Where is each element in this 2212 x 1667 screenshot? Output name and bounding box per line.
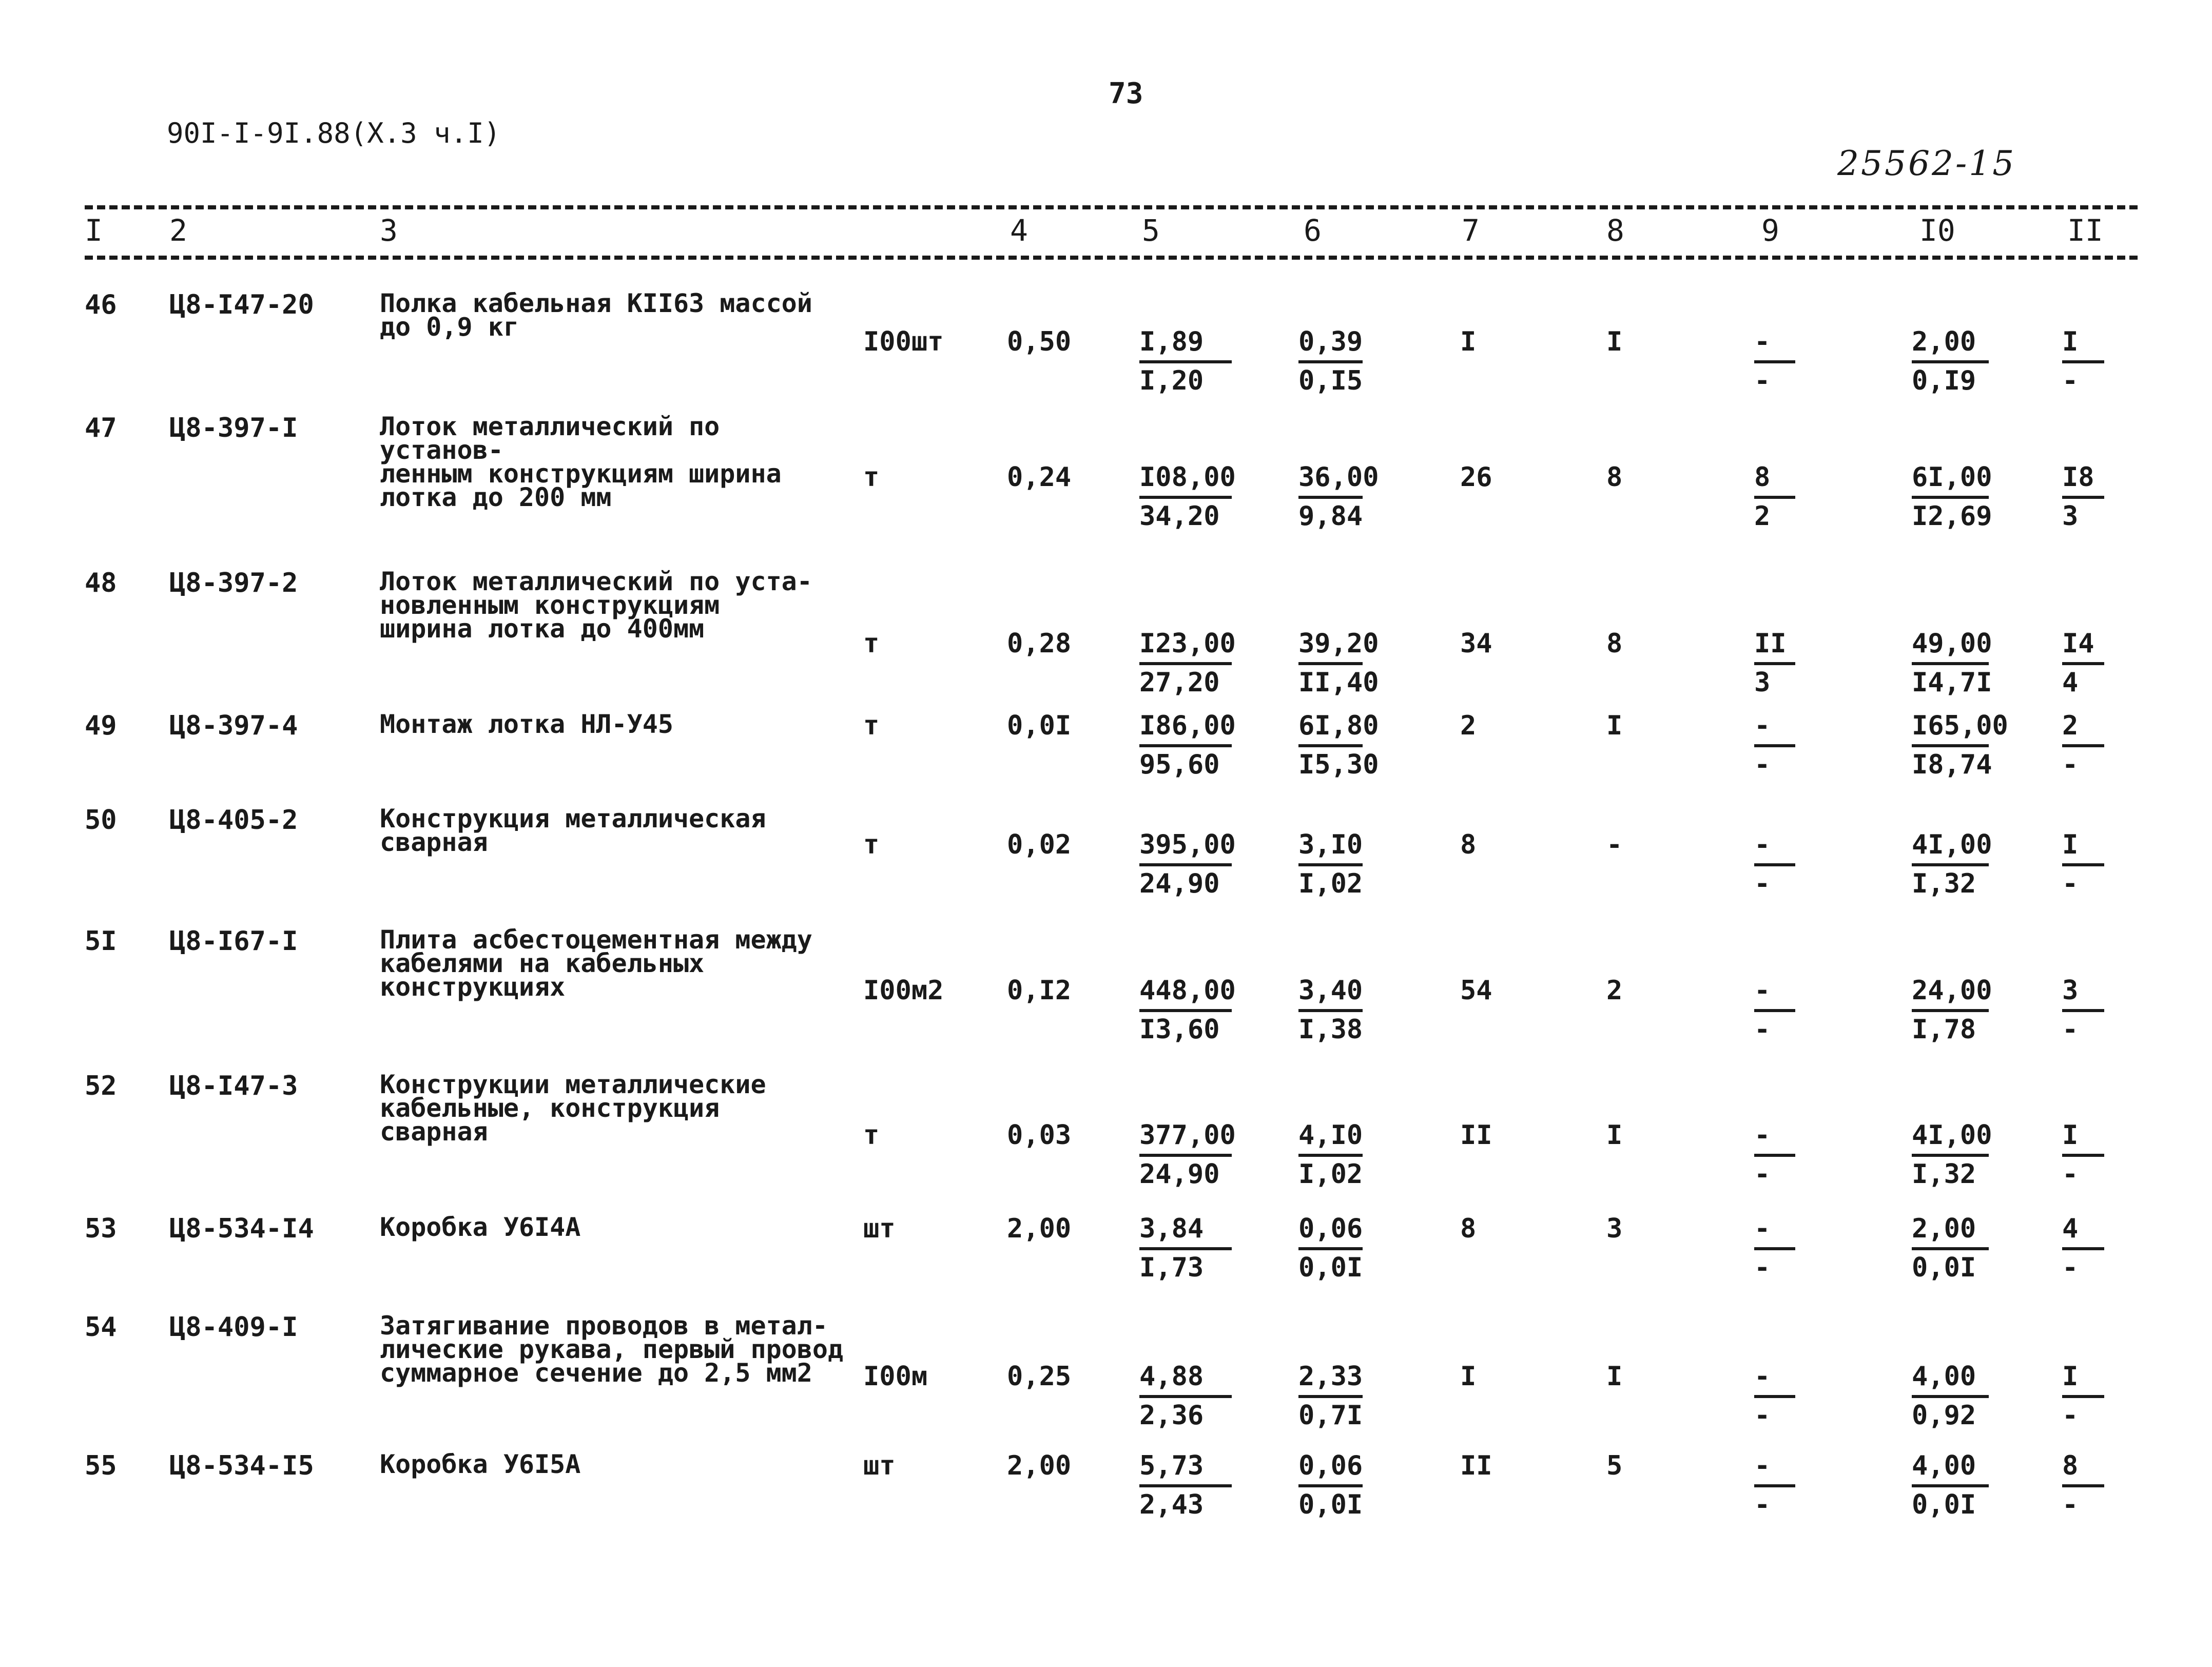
fraction-bar (2062, 744, 2104, 747)
fraction-denominator: I4,7I (1912, 667, 1992, 698)
value-c7: II (1460, 1450, 1492, 1481)
fraction-numerator: I,89 (1139, 326, 1204, 357)
fraction-bar (1912, 863, 1989, 866)
row-index: 52 (85, 1071, 117, 1101)
value-c8: 2 (1606, 975, 1623, 1006)
row-index: 55 (85, 1450, 117, 1481)
fraction-numerator: 3,I0 (1298, 829, 1363, 860)
fraction-bar (1139, 1009, 1232, 1012)
row-index: 53 (85, 1213, 117, 1244)
fraction-denominator: - (1754, 1159, 1771, 1190)
fraction-numerator: I08,00 (1139, 462, 1236, 493)
fraction-numerator: I (2062, 829, 2079, 860)
unit-of-measure: шт (863, 1450, 896, 1481)
fraction-denominator: I,78 (1912, 1014, 1976, 1045)
fraction-numerator: I (2062, 326, 2079, 357)
fraction-bar (1754, 1009, 1795, 1012)
fraction-bar (1912, 744, 1989, 747)
work-description: Полка кабельная КII63 массой до 0,9 кг (380, 288, 812, 342)
fraction-bar (1139, 1247, 1232, 1250)
fraction-bar (1298, 1395, 1363, 1398)
quantity: 0,03 (1007, 1120, 1072, 1151)
fraction-numerator: 4,I0 (1298, 1120, 1363, 1151)
quantity: 2,00 (1007, 1213, 1072, 1244)
fraction-denominator: 2 (1754, 501, 1771, 532)
fraction-denominator: I8,74 (1912, 749, 1992, 780)
document-code: 90I-I-9I.88(X.3 ч.I) (167, 117, 501, 149)
quantity: 2,00 (1007, 1450, 1072, 1481)
fraction-bar (1298, 863, 1363, 866)
fraction-bar (2062, 662, 2104, 665)
fraction-bar (1298, 744, 1363, 747)
fraction-numerator: - (1754, 1213, 1771, 1244)
fraction-bar (1912, 662, 1989, 665)
unit-of-measure: шт (863, 1213, 896, 1244)
column-header: 9 (1761, 213, 1779, 248)
work-description: Монтаж лотка НЛ-У45 (380, 709, 673, 739)
column-header: II (2067, 213, 2103, 248)
fraction-denominator: I,02 (1298, 1159, 1363, 1190)
fraction-numerator: 0,06 (1298, 1213, 1363, 1244)
fraction-bar (1754, 1484, 1795, 1487)
fraction-denominator: 3 (1754, 667, 1771, 698)
reference-number: 25562-15 (1837, 144, 2016, 183)
fraction-bar (1139, 744, 1232, 747)
value-c8: 5 (1606, 1450, 1623, 1481)
fraction-numerator: 395,00 (1139, 829, 1236, 860)
value-c7: 8 (1460, 1213, 1477, 1244)
value-c7: 2 (1460, 710, 1477, 741)
fraction-denominator: 27,20 (1139, 667, 1220, 698)
fraction-denominator: 3 (2062, 501, 2079, 532)
fraction-denominator: 0,0I (1912, 1489, 1976, 1520)
fraction-denominator: 24,90 (1139, 1159, 1220, 1190)
fraction-bar (1139, 360, 1232, 363)
fraction-bar (1754, 863, 1795, 866)
fraction-numerator: 6I,00 (1912, 462, 1992, 493)
fraction-bar (1139, 1154, 1232, 1157)
fraction-bar (1139, 863, 1232, 866)
rate-code: Ц8-I67-I (169, 926, 298, 957)
value-c8: I (1606, 1120, 1623, 1151)
work-description: Лоток металлический по установ- ленным конструкциям ширина лотка до 200 мм (380, 412, 782, 512)
value-c8: 8 (1606, 628, 1623, 659)
fraction-denominator: 0,92 (1912, 1400, 1976, 1431)
column-header: 6 (1304, 213, 1322, 248)
fraction-bar (2062, 360, 2104, 363)
fraction-numerator: 3 (2062, 975, 2079, 1006)
quantity: 0,0I (1007, 710, 1072, 741)
work-description: Конструкции металлические кабельные, конструкция сварная (380, 1070, 766, 1147)
fraction-numerator: 0,06 (1298, 1450, 1363, 1481)
value-c7: 54 (1460, 975, 1492, 1006)
fraction-denominator: 9,84 (1298, 501, 1363, 532)
fraction-denominator: - (2062, 749, 2079, 780)
fraction-bar (2062, 496, 2104, 499)
column-header: I0 (1919, 213, 1955, 248)
fraction-denominator: - (2062, 1014, 2079, 1045)
rate-code: Ц8-I47-20 (169, 289, 314, 320)
fraction-bar (1139, 496, 1232, 499)
value-c7: I (1460, 326, 1477, 357)
column-header: 2 (169, 213, 187, 248)
fraction-denominator: I3,60 (1139, 1014, 1220, 1045)
fraction-numerator: 6I,80 (1298, 710, 1379, 741)
fraction-bar (1139, 1395, 1232, 1398)
header-dashed-line-bottom (85, 256, 2138, 260)
value-c8: 8 (1606, 462, 1623, 493)
quantity: 0,50 (1007, 326, 1072, 357)
unit-of-measure: т (863, 710, 880, 741)
fraction-denominator: - (2062, 868, 2079, 899)
column-header: 7 (1462, 213, 1480, 248)
fraction-numerator: 2,00 (1912, 326, 1976, 357)
rate-code: Ц8-I47-3 (169, 1071, 298, 1101)
fraction-denominator: 24,90 (1139, 868, 1220, 899)
fraction-denominator: 2,36 (1139, 1400, 1204, 1431)
work-description: Затягивание проводов в метал- лические рукава, первый провод суммарное сечение до 2,5 мм2 (380, 1311, 844, 1388)
fraction-numerator: - (1754, 710, 1771, 741)
column-header: 8 (1606, 213, 1624, 248)
fraction-numerator: - (1754, 1120, 1771, 1151)
fraction-bar (1298, 496, 1363, 499)
fraction-numerator: - (1754, 829, 1771, 860)
fraction-denominator: 34,20 (1139, 501, 1220, 532)
quantity: 0,25 (1007, 1361, 1072, 1392)
fraction-bar (1139, 1484, 1232, 1487)
fraction-bar (1298, 1484, 1363, 1487)
fraction-bar (2062, 1009, 2104, 1012)
unit-of-measure: т (863, 829, 880, 860)
column-header: I (85, 213, 103, 248)
fraction-bar (1912, 496, 1989, 499)
fraction-numerator: I23,00 (1139, 628, 1236, 659)
fraction-bar (1912, 360, 1989, 363)
fraction-bar (2062, 1247, 2104, 1250)
fraction-bar (1754, 496, 1795, 499)
fraction-numerator: - (1754, 975, 1771, 1006)
fraction-denominator: - (1754, 1400, 1771, 1431)
fraction-bar (1912, 1154, 1989, 1157)
value-c7: I (1460, 1361, 1477, 1392)
work-description: Лоток металлический по уста- новленным конструкциям ширина лотка до 400мм (380, 567, 812, 644)
fraction-denominator: - (1754, 365, 1771, 396)
row-index: 46 (85, 289, 117, 320)
fraction-denominator: 4 (2062, 667, 2079, 698)
value-c8: I (1606, 1361, 1623, 1392)
fraction-denominator: I,32 (1912, 1159, 1976, 1190)
fraction-denominator: - (2062, 1400, 2079, 1431)
fraction-bar (1912, 1247, 1989, 1250)
fraction-denominator: - (1754, 1252, 1771, 1283)
value-c8: I (1606, 326, 1623, 357)
fraction-numerator: 8 (1754, 462, 1771, 493)
fraction-denominator: II,40 (1298, 667, 1379, 698)
fraction-bar (1754, 1247, 1795, 1250)
fraction-numerator: I (2062, 1361, 2079, 1392)
fraction-numerator: 36,00 (1298, 462, 1379, 493)
row-index: 49 (85, 710, 117, 741)
fraction-numerator: 0,39 (1298, 326, 1363, 357)
fraction-numerator: 4,00 (1912, 1361, 1976, 1392)
fraction-denominator: I,20 (1139, 365, 1204, 396)
fraction-bar (1754, 744, 1795, 747)
fraction-denominator: I,38 (1298, 1014, 1363, 1045)
unit-of-measure: т (863, 462, 880, 493)
fraction-denominator: 0,7I (1298, 1400, 1363, 1431)
value-c7: 34 (1460, 628, 1492, 659)
fraction-bar (2062, 1395, 2104, 1398)
quantity: 0,I2 (1007, 975, 1072, 1006)
fraction-bar (2062, 863, 2104, 866)
work-description: Коробка У6I5А (380, 1449, 581, 1479)
row-index: 5I (85, 926, 117, 957)
fraction-bar (1754, 1154, 1795, 1157)
fraction-numerator: 39,20 (1298, 628, 1379, 659)
row-index: 47 (85, 413, 117, 443)
quantity: 0,24 (1007, 462, 1072, 493)
fraction-numerator: 2 (2062, 710, 2079, 741)
value-c7: II (1460, 1120, 1492, 1151)
fraction-bar (1912, 1395, 1989, 1398)
rate-code: Ц8-397-I (169, 413, 298, 443)
fraction-numerator: 4,88 (1139, 1361, 1204, 1392)
fraction-denominator: - (2062, 365, 2079, 396)
fraction-denominator: I,02 (1298, 868, 1363, 899)
fraction-bar (1754, 1395, 1795, 1398)
fraction-denominator: 95,60 (1139, 749, 1220, 780)
column-header: 3 (380, 213, 398, 248)
rate-code: Ц8-534-I5 (169, 1450, 314, 1481)
fraction-numerator: I (2062, 1120, 2079, 1151)
fraction-denominator: - (1754, 1014, 1771, 1045)
fraction-numerator: 4I,00 (1912, 1120, 1992, 1151)
work-description: Конструкция металлическая сварная (380, 804, 766, 857)
fraction-denominator: 0,I5 (1298, 365, 1363, 396)
fraction-numerator: 2,00 (1912, 1213, 1976, 1244)
fraction-bar (1298, 1247, 1363, 1250)
rate-code: Ц8-405-2 (169, 805, 298, 836)
fraction-denominator: - (1754, 1489, 1771, 1520)
fraction-bar (1754, 360, 1795, 363)
rate-code: Ц8-534-I4 (169, 1213, 314, 1244)
fraction-numerator: I86,00 (1139, 710, 1236, 741)
fraction-numerator: 2,33 (1298, 1361, 1363, 1392)
fraction-numerator: 4,00 (1912, 1450, 1976, 1481)
fraction-denominator: 0,0I (1298, 1489, 1363, 1520)
fraction-denominator: I,32 (1912, 868, 1976, 899)
fraction-bar (2062, 1484, 2104, 1487)
quantity: 0,02 (1007, 829, 1072, 860)
fraction-denominator: I5,30 (1298, 749, 1379, 780)
fraction-numerator: - (1754, 1361, 1771, 1392)
value-c8: 3 (1606, 1213, 1623, 1244)
row-index: 50 (85, 805, 117, 836)
fraction-bar (1298, 1154, 1363, 1157)
fraction-bar (1912, 1009, 1989, 1012)
fraction-numerator: I65,00 (1912, 710, 2008, 741)
quantity: 0,28 (1007, 628, 1072, 659)
fraction-bar (2062, 1154, 2104, 1157)
fraction-bar (1298, 1009, 1363, 1012)
fraction-numerator: 4 (2062, 1213, 2079, 1244)
fraction-numerator: 8 (2062, 1450, 2079, 1481)
fraction-denominator: I2,69 (1912, 501, 1992, 532)
value-c8: - (1606, 829, 1623, 860)
fraction-numerator: 448,00 (1139, 975, 1236, 1006)
rate-code: Ц8-397-2 (169, 568, 298, 598)
fraction-denominator: - (1754, 749, 1771, 780)
fraction-numerator: 5,73 (1139, 1450, 1204, 1481)
fraction-numerator: I4 (2062, 628, 2094, 659)
unit-of-measure: т (863, 628, 880, 659)
fraction-denominator: - (2062, 1159, 2079, 1190)
fraction-bar (1912, 1484, 1989, 1487)
page-number: 73 (1109, 77, 1143, 110)
fraction-numerator: 4I,00 (1912, 829, 1992, 860)
work-description: Плита асбестоцементная между кабелями на кабельных конструкциях (380, 925, 812, 1002)
fraction-numerator: - (1754, 326, 1771, 357)
fraction-denominator: - (2062, 1252, 2079, 1283)
row-index: 48 (85, 568, 117, 598)
fraction-bar (1298, 360, 1363, 363)
fraction-denominator: 0,0I (1912, 1252, 1976, 1283)
fraction-bar (1298, 662, 1363, 665)
fraction-numerator: 377,00 (1139, 1120, 1236, 1151)
unit-of-measure: I00шт (863, 326, 944, 357)
value-c7: 8 (1460, 829, 1477, 860)
fraction-numerator: - (1754, 1450, 1771, 1481)
value-c8: I (1606, 710, 1623, 741)
fraction-denominator: 0,0I (1298, 1252, 1363, 1283)
column-header: 5 (1142, 213, 1160, 248)
fraction-bar (1139, 662, 1232, 665)
fraction-bar (1754, 662, 1795, 665)
fraction-numerator: 49,00 (1912, 628, 1992, 659)
rate-code: Ц8-397-4 (169, 710, 298, 741)
fraction-denominator: 2,43 (1139, 1489, 1204, 1520)
fraction-numerator: II (1754, 628, 1787, 659)
fraction-denominator: - (2062, 1489, 2079, 1520)
fraction-numerator: 24,00 (1912, 975, 1992, 1006)
fraction-numerator: 3,40 (1298, 975, 1363, 1006)
fraction-denominator: 0,I9 (1912, 365, 1976, 396)
fraction-numerator: I8 (2062, 462, 2094, 493)
work-description: Коробка У6I4А (380, 1212, 581, 1242)
value-c7: 26 (1460, 462, 1492, 493)
header-dashed-line-top (85, 205, 2138, 209)
row-index: 54 (85, 1312, 117, 1343)
fraction-denominator: - (1754, 868, 1771, 899)
unit-of-measure: т (863, 1120, 880, 1151)
unit-of-measure: I00м2 (863, 975, 944, 1006)
unit-of-measure: I00м (863, 1361, 928, 1392)
rate-code: Ц8-409-I (169, 1312, 298, 1343)
fraction-numerator: 3,84 (1139, 1213, 1204, 1244)
column-header: 4 (1010, 213, 1028, 248)
fraction-denominator: I,73 (1139, 1252, 1204, 1283)
